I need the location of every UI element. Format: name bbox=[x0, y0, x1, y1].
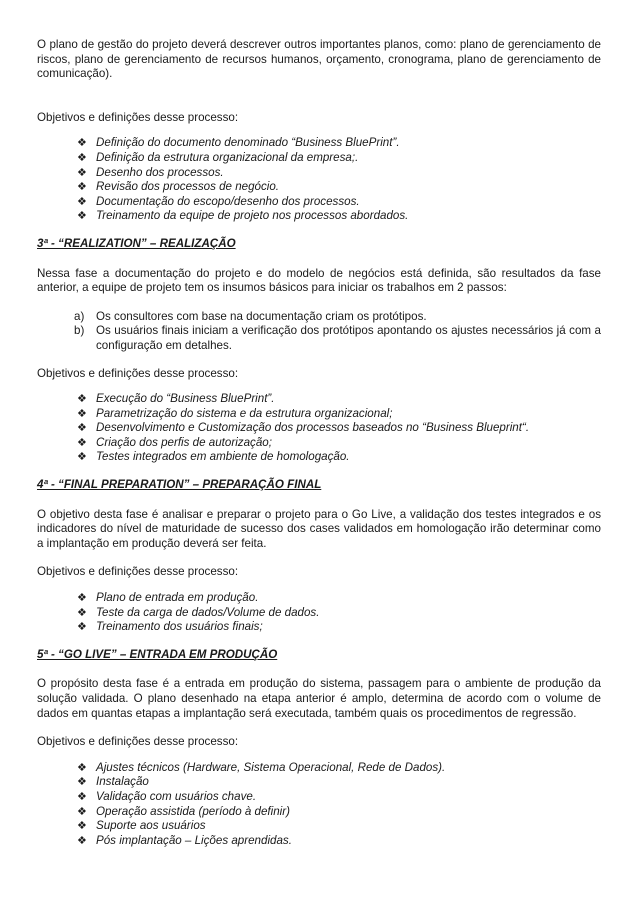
list-item-text: Documentação do escopo/desenho dos processos. bbox=[96, 194, 360, 208]
list-item bbox=[37, 151, 601, 166]
list-item-text: Definição do documento denominado “Business BluePrint”. bbox=[96, 136, 400, 150]
list-item bbox=[37, 790, 601, 805]
section-3-heading: 3ª - “REALIZATION” – REALIZAÇÃO bbox=[37, 236, 236, 250]
list-item-text: Validação com usuários chave. bbox=[96, 789, 257, 803]
list-item-text: Definição da estrutura organizacional da empresa;. bbox=[96, 150, 359, 164]
diamond-bullet-icon: ❖ bbox=[77, 761, 87, 774]
list-item bbox=[37, 805, 601, 820]
section-5-paragraph: O propósito desta fase é a entrada em produção do sistema, passagem para o ambiente de produção da solução validada. O plano desenhado na etapa anterior é amplo, determina de acordo com o volume de dados em quantas etapas a implantação será executada, também quais os procedimentos de regressão. bbox=[37, 677, 601, 720]
list-item bbox=[37, 180, 601, 195]
diamond-bullet-icon: ❖ bbox=[77, 820, 87, 833]
objectives-label: Objetivos e definições desse processo: bbox=[37, 366, 239, 380]
list-item bbox=[37, 166, 601, 181]
document-page bbox=[37, 38, 601, 861]
list-item bbox=[37, 620, 601, 635]
diamond-bullet-icon: ❖ bbox=[77, 776, 87, 789]
section-3-paragraph: Nessa fase a documentação do projeto e do modelo de negócios está definida, são resultados da fase anterior, a equipe de projeto tem os insumos básicos para iniciar os trabalhos em 2 passos: bbox=[37, 266, 601, 295]
list-item bbox=[37, 407, 601, 422]
list-item-text: Desenho dos processos. bbox=[96, 165, 224, 179]
diamond-bullet-icon: ❖ bbox=[77, 166, 87, 179]
list-item-text: Criação dos perfis de autorização; bbox=[96, 435, 272, 449]
diamond-bullet-icon: ❖ bbox=[77, 621, 87, 634]
list-item bbox=[37, 834, 601, 849]
diamond-bullet-icon: ❖ bbox=[77, 195, 87, 208]
section-3-objectives-list bbox=[37, 392, 601, 465]
list-marker: b) bbox=[74, 324, 85, 338]
section-3-steps-list bbox=[37, 310, 601, 354]
list-item-text: Ajustes técnicos (Hardware, Sistema Operacional, Rede de Dados). bbox=[96, 760, 446, 774]
list-item bbox=[37, 775, 601, 790]
list-item-text: Treinamento da equipe de projeto nos processos abordados. bbox=[96, 209, 409, 223]
diamond-bullet-icon: ❖ bbox=[77, 606, 87, 619]
intro-paragraph: O plano de gestão do projeto deverá descrever outros importantes planos, como: plano de gerenciamento de riscos, plano de gerenciamento de recursos humanos, orçamento, cronograma, plano de gerenciamento de comunicação). bbox=[37, 38, 601, 81]
diamond-bullet-icon: ❖ bbox=[77, 451, 87, 464]
list-item bbox=[37, 324, 601, 353]
section-5-objectives-list bbox=[37, 761, 601, 849]
list-item-text: Revisão dos processos de negócio. bbox=[96, 180, 280, 194]
list-item bbox=[37, 819, 601, 834]
list-item-text: Instalação bbox=[96, 775, 149, 789]
diamond-bullet-icon: ❖ bbox=[77, 834, 87, 847]
list-item-text: Teste da carga de dados/Volume de dados. bbox=[96, 605, 320, 619]
list-marker: a) bbox=[74, 309, 85, 323]
list-item bbox=[37, 436, 601, 451]
diamond-bullet-icon: ❖ bbox=[77, 407, 87, 420]
list-item-text: Plano de entrada em produção. bbox=[96, 591, 259, 605]
list-item bbox=[37, 591, 601, 606]
section-5-heading: 5ª - “GO LIVE” – ENTRADA EM PRODUÇÃO bbox=[37, 647, 278, 661]
objectives-label: Objetivos e definições desse processo: bbox=[37, 110, 239, 124]
list-item-text: Treinamento dos usuários finais; bbox=[96, 620, 263, 634]
diamond-bullet-icon: ❖ bbox=[77, 210, 87, 223]
list-item bbox=[37, 310, 601, 325]
list-item-text: Execução do “Business BluePrint”. bbox=[96, 392, 275, 406]
list-item-text: Operação assistida (período à definir) bbox=[96, 804, 290, 818]
list-item bbox=[37, 761, 601, 776]
diamond-bullet-icon: ❖ bbox=[77, 181, 87, 194]
objectives-label: Objetivos e definições desse processo: bbox=[37, 565, 239, 579]
diamond-bullet-icon: ❖ bbox=[77, 422, 87, 435]
list-item bbox=[37, 450, 601, 465]
list-item bbox=[37, 136, 601, 151]
list-item-text: Os consultores com base na documentação criam os protótipos. bbox=[96, 309, 427, 323]
diamond-bullet-icon: ❖ bbox=[77, 151, 87, 164]
diamond-bullet-icon: ❖ bbox=[77, 436, 87, 449]
section-4-paragraph: O objetivo desta fase é analisar e preparar o projeto para o Go Live, a validação dos testes integrados e os indicadores do nível de maturidade de sucesso dos cases validados em homologação irão determinar como a implantação em produção deverá ser feita. bbox=[37, 507, 601, 550]
section-4-objectives-list bbox=[37, 591, 601, 635]
list-item bbox=[37, 209, 601, 224]
diamond-bullet-icon: ❖ bbox=[77, 592, 87, 605]
section-2-objectives-list bbox=[37, 136, 601, 224]
diamond-bullet-icon: ❖ bbox=[77, 393, 87, 406]
list-item-text: Desenvolvimento e Customização dos processos baseados no “Business Blueprint“. bbox=[96, 421, 530, 435]
section-4-heading: 4ª - “FINAL PREPARATION” – PREPARAÇÃO FINAL bbox=[37, 478, 322, 492]
list-item-text: Testes integrados em ambiente de homologação. bbox=[96, 450, 350, 464]
list-item-text: Parametrização do sistema e da estrutura organizacional; bbox=[96, 406, 393, 420]
list-item-text: Pós implantação – Lições aprendidas. bbox=[96, 833, 292, 847]
diamond-bullet-icon: ❖ bbox=[77, 805, 87, 818]
diamond-bullet-icon: ❖ bbox=[77, 790, 87, 803]
list-item bbox=[37, 606, 601, 621]
list-item-text: Suporte aos usuários bbox=[96, 819, 206, 833]
list-item bbox=[37, 195, 601, 210]
list-item bbox=[37, 392, 601, 407]
list-item-text: Os usuários finais iniciam a verificação dos protótipos apontando os ajustes necessários já com a configuração em detalhes. bbox=[96, 324, 601, 352]
diamond-bullet-icon: ❖ bbox=[77, 137, 87, 150]
list-item bbox=[37, 421, 601, 436]
objectives-label: Objetivos e definições desse processo: bbox=[37, 735, 239, 749]
